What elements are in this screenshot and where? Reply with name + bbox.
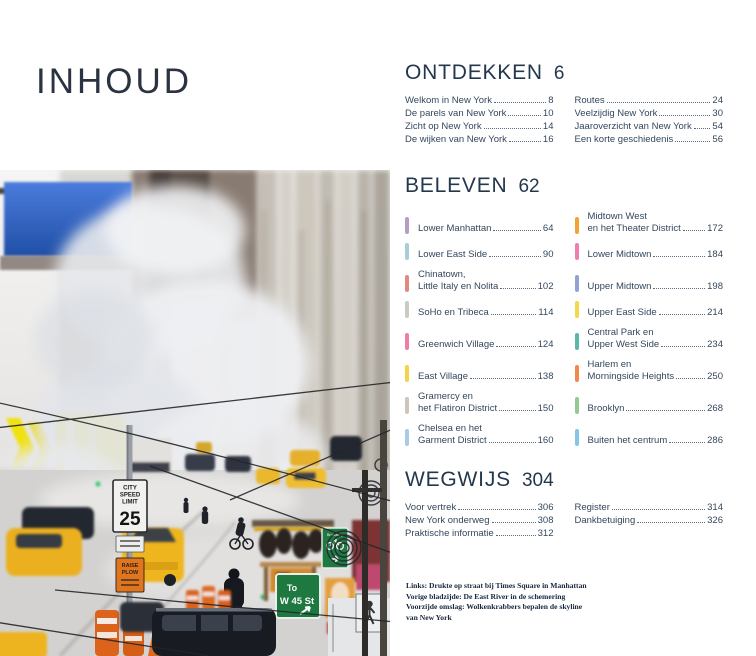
page-title: INHOUD (36, 62, 193, 101)
svg-text:RAISE: RAISE (121, 563, 139, 569)
beleven-items (405, 211, 723, 446)
dotted-leader (659, 314, 705, 315)
color-bar (575, 397, 579, 414)
toc-entry (575, 516, 724, 526)
toc-entry-label: De wijken van New York (405, 134, 507, 145)
toc-entry-page: 314 (707, 502, 723, 513)
svg-text:CITY: CITY (123, 485, 137, 492)
toc-item-label: Brooklyn (587, 402, 625, 414)
toc-item-page: 114 (538, 306, 554, 318)
toc-entry-page: 312 (537, 528, 554, 539)
toc-entry-page: 54 (712, 121, 723, 132)
toc-entry-label: Veelzijdig New York (574, 108, 658, 119)
toc-entry-page: 56 (712, 134, 723, 145)
section-page: 62 (518, 176, 540, 197)
dotted-leader (637, 522, 705, 523)
toc-item-page: 138 (537, 370, 554, 382)
dotted-leader (508, 115, 541, 116)
svg-text:Broadway: Broadway (327, 533, 343, 537)
toc-item (405, 423, 554, 446)
dotted-leader (470, 378, 536, 379)
toc-item-label-line1: Chelsea en het (418, 423, 482, 434)
toc-item-page: 124 (537, 338, 554, 350)
color-bar (405, 365, 409, 382)
caption-line: van New York (406, 612, 452, 622)
toc-entry-page: 306 (537, 502, 554, 513)
dotted-leader (496, 535, 536, 536)
toc-item-label: Greenwich Village (418, 338, 495, 350)
toc-entry (405, 503, 554, 513)
dotted-leader (694, 128, 711, 129)
toc-entry-label: New York onderweg (405, 515, 490, 526)
dotted-leader (489, 442, 536, 443)
dotted-leader (492, 522, 536, 523)
dotted-leader (653, 256, 705, 257)
toc-item-label: East Village (418, 370, 468, 382)
section-title: BELEVEN (405, 174, 508, 197)
caption-line: Links: Drukte op straat bij Times Square in Manhattan (406, 581, 587, 590)
street-photo (0, 170, 390, 656)
toc-item-label-line1: Central Park en (587, 327, 654, 338)
toc-entry-page: 14 (542, 121, 554, 132)
toc-item (405, 269, 554, 292)
toc-item (575, 275, 724, 292)
toc-entry-page: 30 (712, 108, 723, 119)
toc-item-page: 268 (707, 402, 723, 414)
color-bar (405, 429, 409, 446)
toc-item-label: Upper West Side (587, 338, 660, 350)
dotted-leader (661, 346, 705, 347)
toc-item (405, 243, 554, 260)
toc-item-page: 184 (707, 248, 723, 260)
svg-text:W 45 St: W 45 St (279, 596, 315, 607)
toc-entry-label: Jaaroverzicht van New York (574, 121, 692, 132)
toc-item-label: Lower Midtown (587, 248, 652, 260)
svg-text:PLOW: PLOW (121, 570, 139, 576)
color-bar (575, 275, 579, 292)
toc-item-page: 214 (707, 306, 723, 318)
dotted-leader (494, 102, 546, 103)
toc-entry (405, 96, 554, 106)
dotted-leader (612, 509, 705, 510)
svg-text:LIMIT: LIMIT (122, 499, 138, 506)
dotted-leader (491, 314, 537, 315)
toc-entry (405, 122, 554, 132)
photo-caption (406, 581, 656, 623)
color-bar (405, 397, 409, 414)
dotted-leader (675, 141, 710, 142)
toc-item-label: Little Italy en Nolita (418, 280, 499, 292)
dotted-leader (676, 378, 705, 379)
toc-item (405, 365, 554, 382)
toc-item-page: 150 (537, 402, 554, 414)
toc-entry-label: Een korte geschiedenis (574, 134, 674, 145)
toc-item-page: 234 (707, 338, 723, 350)
dotted-leader (496, 346, 535, 347)
toc-item (575, 359, 724, 382)
toc-entry-page: 8 (548, 95, 554, 106)
toc-entry (405, 109, 554, 119)
toc-item-page: 172 (707, 222, 723, 234)
toc-item-label: Upper Midtown (587, 280, 652, 292)
toc-entry (575, 135, 724, 145)
street-photo-illustration (0, 170, 390, 656)
toc-item-label: het Flatiron District (418, 402, 498, 414)
dotted-leader (626, 410, 705, 411)
photo-tone-overlay (0, 170, 390, 656)
section-heading-wegwijs (405, 468, 723, 492)
toc-item-label: Morningside Heights (587, 370, 675, 382)
toc-entry-label: Welkom in New York (405, 95, 492, 106)
dotted-leader (653, 288, 705, 289)
toc-item-label: Lower East Side (418, 248, 488, 260)
color-bar (575, 365, 579, 382)
color-bar (405, 217, 409, 234)
toc-item-page: 90 (542, 248, 554, 260)
toc-item (575, 301, 724, 318)
toc-item-page: 198 (707, 280, 723, 292)
dotted-leader (499, 410, 535, 411)
color-bar (575, 333, 579, 350)
svg-text:SPEED: SPEED (119, 492, 141, 499)
toc-item (575, 327, 724, 350)
toc-item-page: 286 (707, 434, 723, 446)
toc-entry-label: De parels van New York (405, 108, 507, 119)
ontdekken-entries (405, 96, 723, 145)
section-page: 6 (553, 63, 565, 84)
toc-entry (575, 122, 724, 132)
color-bar (405, 275, 409, 292)
toc-entry-label: Zicht op New York (405, 121, 482, 132)
toc-entry-label: Dankbetuiging (574, 515, 636, 526)
toc-item-label-line1: Gramercy en (418, 391, 473, 402)
toc-entry (405, 516, 554, 526)
section-title: WEGWIJS (405, 468, 511, 491)
caption-line: Voorzijde omslag: Wolkenkrabbers bepalen de skyline (406, 602, 583, 612)
toc-item-label-line1: Harlem en (587, 359, 632, 370)
toc-entry (575, 96, 724, 106)
toc-item (575, 243, 724, 260)
toc-item-label: Garment District (418, 434, 487, 446)
toc-item-label: en het Theater District (587, 222, 681, 234)
toc-item (405, 301, 554, 318)
color-bar (575, 217, 579, 234)
toc-item-label-line1: Chinatown, (418, 269, 466, 280)
toc-entry-label: Register (574, 502, 610, 513)
toc-entry (575, 503, 724, 513)
toc-entry-label: Praktische informatie (405, 528, 494, 539)
svg-text:To: To (286, 583, 298, 593)
toc-entry (405, 529, 554, 539)
toc-entry-label: Routes (574, 95, 605, 106)
toc-entry-page: 16 (542, 134, 554, 145)
toc-item-label: Lower Manhattan (418, 222, 492, 234)
color-bar (405, 333, 409, 350)
toc-entry-label: Voor vertrek (405, 502, 457, 513)
svg-text:25: 25 (119, 509, 141, 530)
color-bar (575, 429, 579, 446)
dotted-leader (659, 115, 710, 116)
toc-entry-page: 10 (542, 108, 554, 119)
wegwijs-entries (405, 503, 723, 539)
section-heading-beleven (405, 174, 723, 198)
toc-entry (575, 109, 724, 119)
toc-item-page: 160 (537, 434, 554, 446)
toc-item (405, 391, 554, 414)
dotted-leader (509, 141, 541, 142)
dotted-leader (500, 288, 535, 289)
section-title: ONTDEKKEN (405, 61, 543, 84)
dotted-leader (458, 509, 535, 510)
toc-entry-page: 308 (537, 515, 554, 526)
dotted-leader (683, 230, 705, 231)
section-heading-ontdekken (405, 61, 723, 85)
toc-item (575, 211, 724, 234)
color-bar (575, 301, 579, 318)
toc-item-page: 250 (707, 370, 723, 382)
toc-entry (405, 135, 554, 145)
toc-item-label: SoHo en Tribeca (418, 306, 489, 318)
caption-line: Vorige bladzijde: De East River in de schemering (406, 591, 566, 601)
toc-item-label: Upper East Side (587, 306, 657, 318)
toc-item-page: 102 (537, 280, 554, 292)
color-bar (575, 243, 579, 260)
toc-item-page: 64 (542, 222, 554, 234)
color-bar (405, 243, 409, 260)
color-bar (405, 301, 409, 318)
dotted-leader (669, 442, 705, 443)
dotted-leader (607, 102, 711, 103)
toc-item (405, 333, 554, 350)
toc-item (575, 429, 724, 446)
toc-item (575, 397, 724, 414)
dotted-leader (484, 128, 541, 129)
toc-entry-page: 24 (712, 95, 723, 106)
toc-item-label: Buiten het centrum (587, 434, 668, 446)
toc-item-label-line1: Midtown West (587, 211, 647, 222)
dotted-leader (493, 230, 541, 231)
toc-content (405, 58, 723, 539)
section-page: 304 (521, 470, 554, 491)
toc-item (405, 217, 554, 234)
toc-entry-page: 326 (707, 515, 723, 526)
dotted-leader (489, 256, 541, 257)
